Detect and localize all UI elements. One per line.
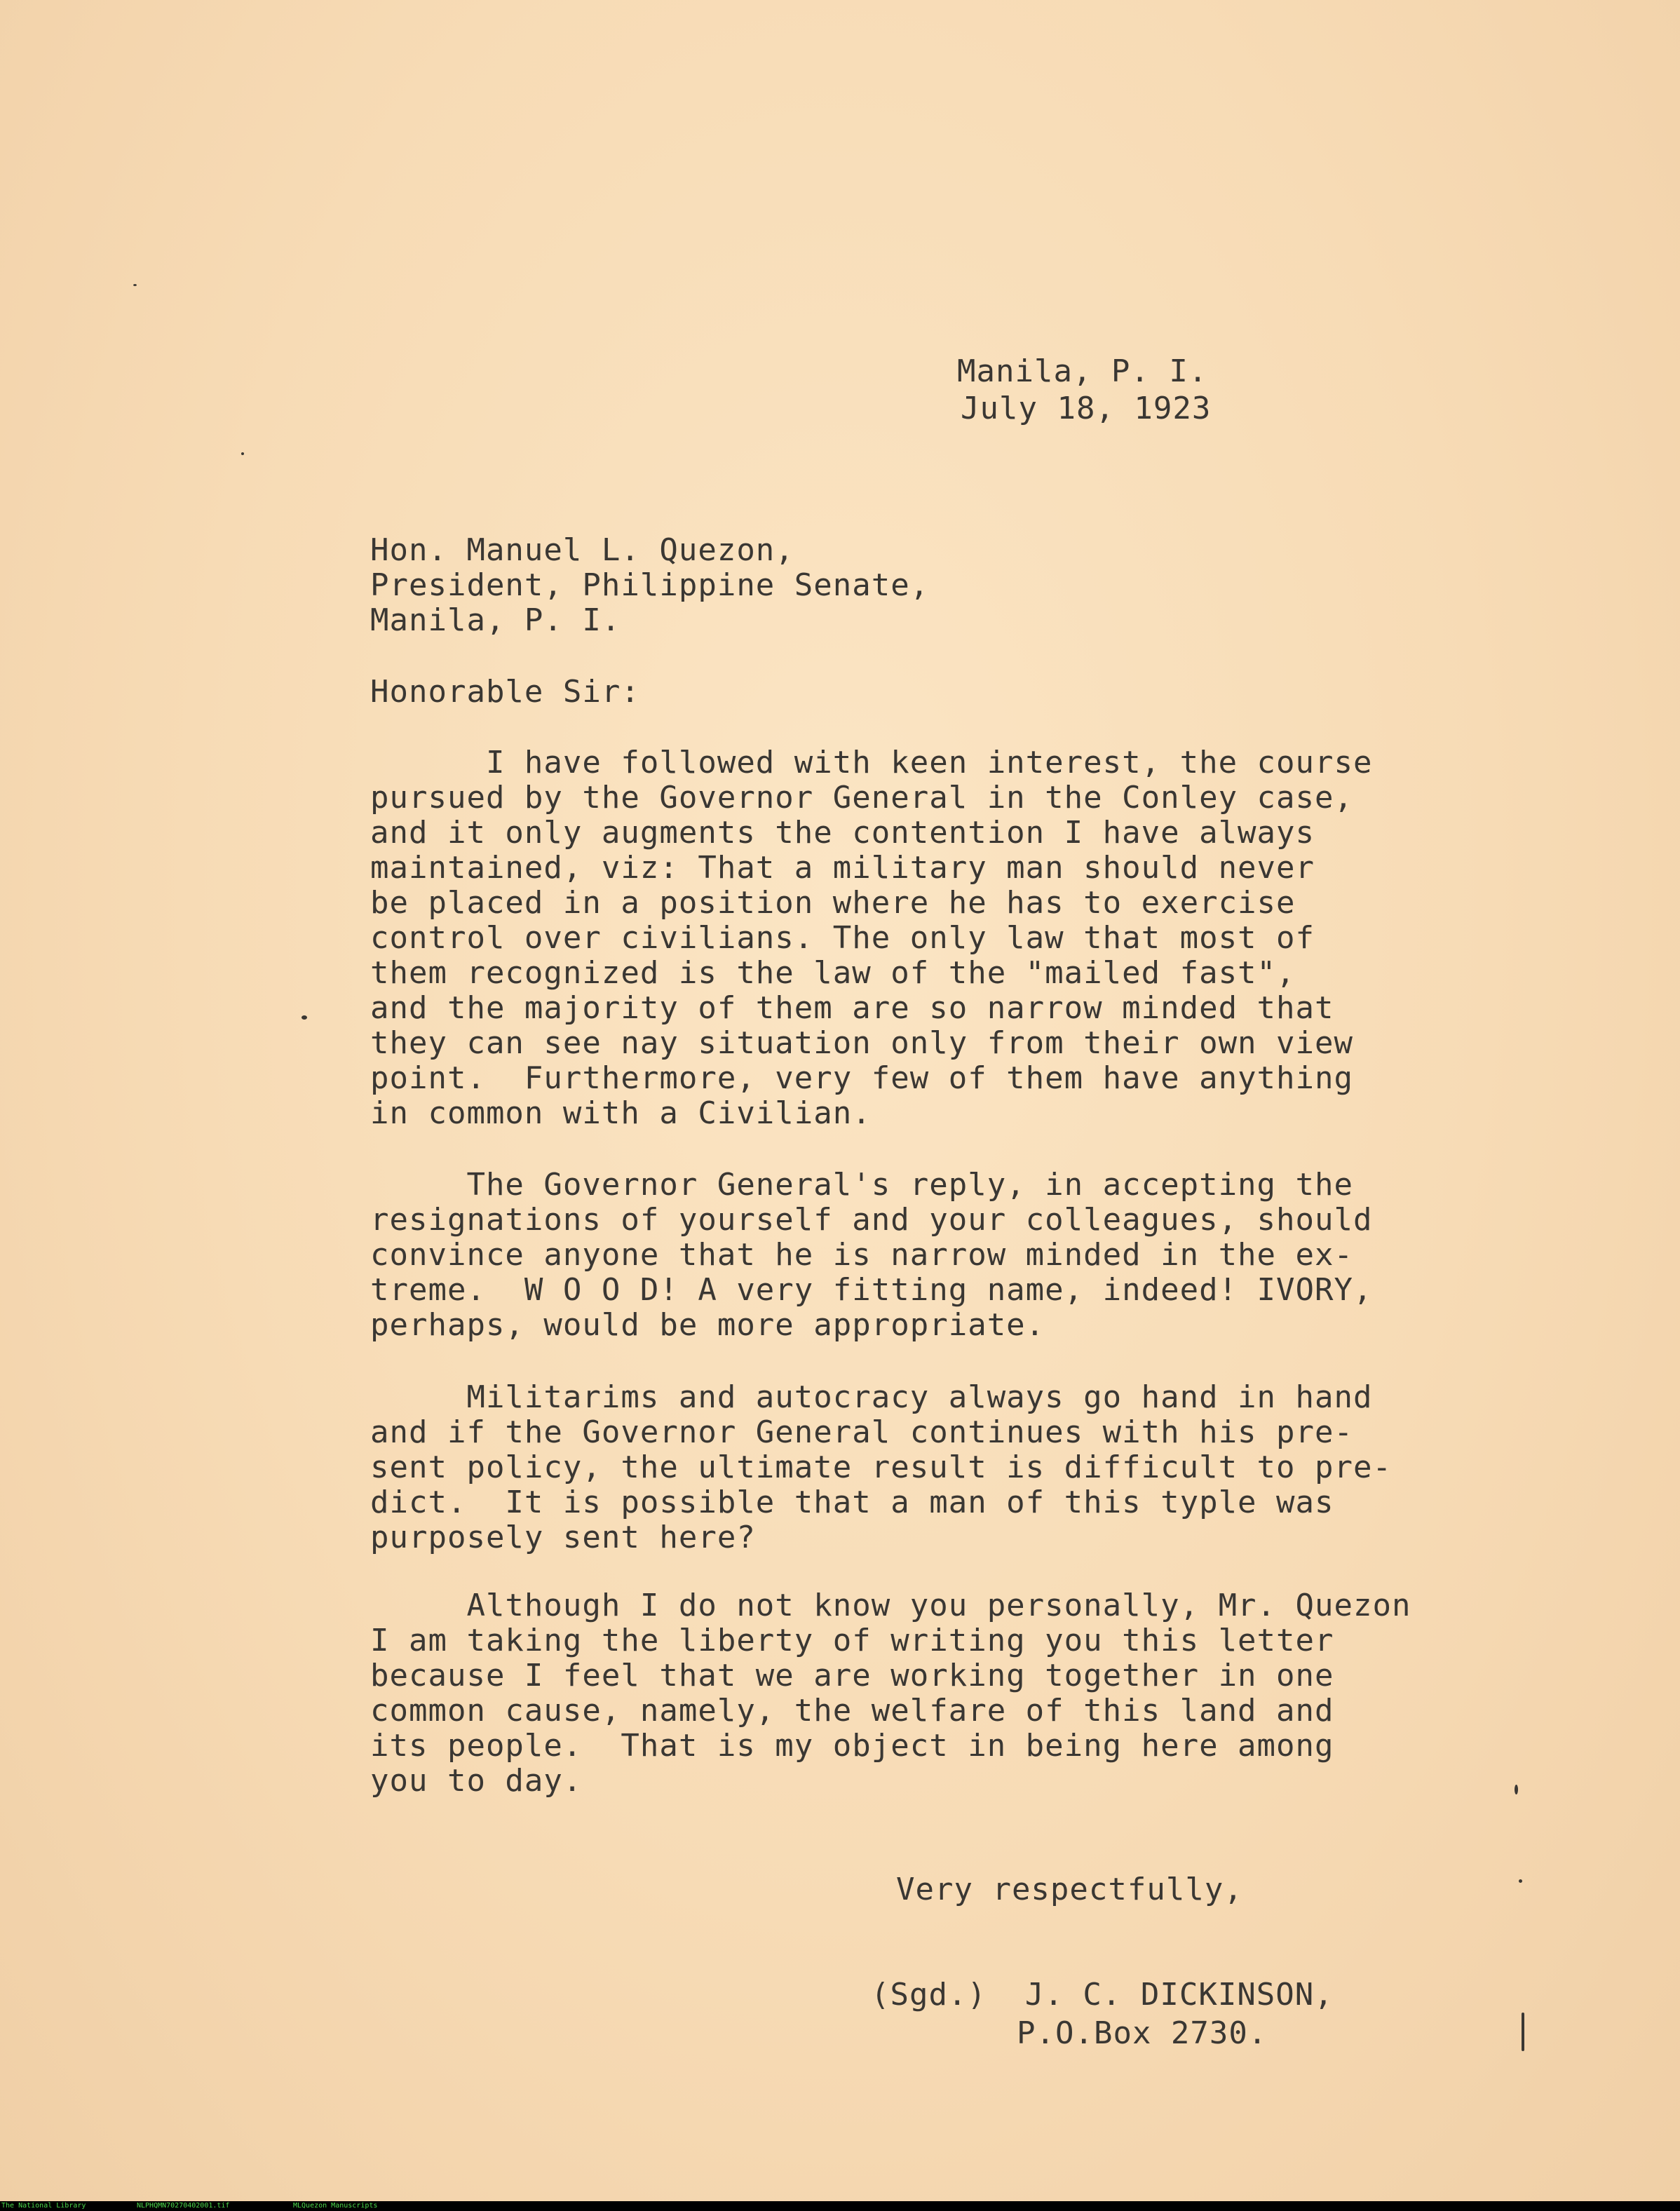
paper-speck [1522,2013,1524,2051]
archive-footer-bar [0,2201,1680,2211]
footer-collection: MLQuezon Manuscripts [293,2202,378,2210]
p1-line: control over civilians. The only law that most of [370,920,1315,956]
date-line: July 18, 1923 [961,391,1212,426]
p1-line: be placed in a position where he has to exercise [370,885,1296,921]
p1-line: point. Furthermore, very few of them have anything [370,1060,1354,1096]
signature-address: P.O.Box 2730. [1017,2015,1268,2051]
recipient-address: Manila, P. I. [370,602,621,638]
p2-line: convince anyone that he is narrow minded in the ex- [370,1237,1354,1273]
p1-line: they can see nay situation only from their own view [370,1025,1354,1061]
p1-line: pursued by the Governor General in the Conley case, [370,780,1354,816]
salutation: Honorable Sir: [370,674,640,710]
p4-line: its people. That is my object in being here among [370,1728,1334,1764]
closing: Very respectfully, [896,1872,1243,1907]
p1-line: maintained, viz: That a military man should never [370,850,1315,886]
p3-line: Militarims and autocracy always go hand in hand [370,1379,1373,1415]
p4-line: common cause, namely, the welfare of this land and [370,1693,1334,1729]
p4-line: because I feel that we are working together in one [370,1658,1334,1693]
p1-line: in common with a Civilian. [370,1095,872,1131]
signature-name: (Sgd.) J. C. DICKINSON, [871,1977,1334,2013]
p4-line: you to day. [370,1763,583,1799]
p2-line: perhaps, would be more appropriate. [370,1307,1045,1343]
p2-line: resignations of yourself and your colleagues, should [370,1202,1373,1238]
p1-line: and the majority of them are so narrow minded that [370,990,1334,1026]
p2-line: treme. W O O D! A very fitting name, indeed! IVORY, [370,1272,1373,1308]
recipient-title: President, Philippine Senate, [370,567,930,603]
recipient-name: Hon. Manuel L. Quezon, [370,532,794,568]
p3-line: and if the Governor General continues with his pre- [370,1414,1354,1450]
p3-line: sent policy, the ultimate result is difficult to pre- [370,1449,1392,1485]
p1-line: I have followed with keen interest, the course [370,745,1373,780]
paper-speck [302,1015,307,1020]
footer-library: The National Library [1,2202,86,2210]
footer-file: NLPHQMN70270402001.tif [137,2202,230,2210]
p3-line: dict. It is possible that a man of this typle was [370,1485,1334,1520]
paper-speck [241,452,244,455]
p4-line: Although I do not know you personally, Mr. Quezon [370,1588,1411,1623]
paper-speck [1519,1879,1522,1883]
p1-line: and it only augments the contention I have always [370,815,1315,851]
p1-line: them recognized is the law of the "mailed fast", [370,955,1296,991]
p2-line: The Governor General's reply, in accepting the [370,1167,1354,1203]
place-line: Manila, P. I. [957,353,1208,389]
p4-line: I am taking the liberty of writing you this letter [370,1623,1334,1658]
paper-speck [133,284,137,286]
paper-speck [1515,1785,1518,1794]
p3-line: purposely sent here? [370,1520,756,1555]
